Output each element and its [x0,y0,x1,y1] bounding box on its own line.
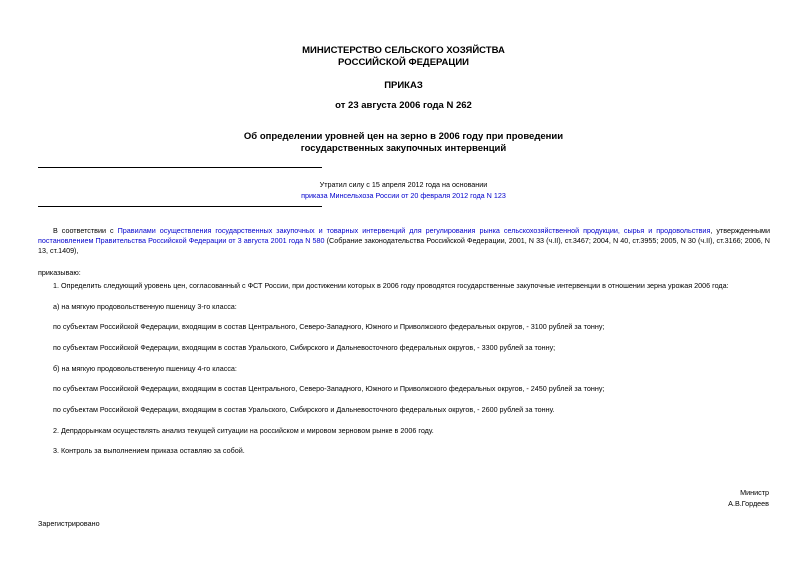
rules-link[interactable]: Правилами осуществления государственных закупочных и товарных интервенций для регулирования рынка сельскохозяйственной продукции, сырья и продовольствия [117,226,711,235]
document-date: от 23 августа 2006 года N 262 [335,100,472,111]
ministry-line-1: МИНИСТЕРСТВО СЕЛЬСКОГО ХОЗЯЙСТВА [302,45,505,56]
item-1: 1. Определить следующий уровень цен, согласованный с ФСТ России, при достижении которых в 2006 году проводятся государственные закупочные интервенции в отношении зерна урожая 2006 года: [53,281,729,290]
item-1a-price-2: по субъектам Российской Федерации, входящим в состав Уральского, Сибирского и Дальневосточного федеральных округов, - 3300 рублей за тонну; [53,343,556,352]
document-type: ПРИКАЗ [384,80,423,91]
item-1b: б) на мягкую продовольственную пшеницу 4-го класса: [53,364,237,373]
status-link[interactable]: приказа Минсельхоза России от 20 февраля 2012 года N 123 [301,191,506,200]
item-3: 3. Контроль за выполнением приказа оставляю за собой. [53,446,245,455]
item-1a: а) на мягкую продовольственную пшеницу 3-го класса: [53,302,237,311]
signature-position: Министр [740,488,769,497]
status-divider-top [38,167,322,168]
item-1b-price-1: по субъектам Российской Федерации, входящим в состав Центрального, Северо-Западного, Южного и Приволжского федеральных округов, - 2450 рублей за тонну; [53,384,605,393]
preamble-paragraph [38,226,770,256]
status-divider-bottom [38,206,322,207]
status-text: Утратил силу с 15 апреля 2012 года на основании [319,180,488,189]
ministry-line-2: РОССИЙСКОЙ ФЕДЕРАЦИИ [337,57,469,68]
document-subject-line-1: Об определении уровней цен на зерно в 2006 году при проведении [243,131,564,142]
registered-label: Зарегистрировано [38,519,100,528]
document-subject-line-2: государственных закупочных интервенций [300,143,507,154]
preamble-text-3: (Собрание законодательства Российской Федерации, 2001, N 33 (ч.II), ст.3467; 2004, N 40, ст.3955; 2005, N 30 (ч.II), ст.3166; 2006, N 13, ст.1409), [38,236,770,255]
preamble-text-1: В соответствии с [53,226,118,235]
item-1a-price-1: по субъектам Российской Федерации, входящим в состав Центрального, Северо-Западного, Южного и Приволжского федеральных округов, - 3100 рублей за тонну; [53,322,605,331]
item-2: 2. Депрдорынкам осуществлять анализ текущей ситуации на российском и мировом зерновом рынке в 2006 году. [53,426,434,435]
order-word: приказываю: [38,268,81,277]
item-1b-price-2: по субъектам Российской Федерации, входящим в состав Уральского, Сибирского и Дальневосточного федеральных округов, - 2600 рублей за тонну. [53,405,555,414]
signature-name: А.В.Гордеев [728,499,769,508]
preamble-text-2: , утвержденными [710,226,771,235]
resolution-link[interactable]: постановлением Правительства Российской Федерации от 3 августа 2001 года N 580 [38,236,325,245]
